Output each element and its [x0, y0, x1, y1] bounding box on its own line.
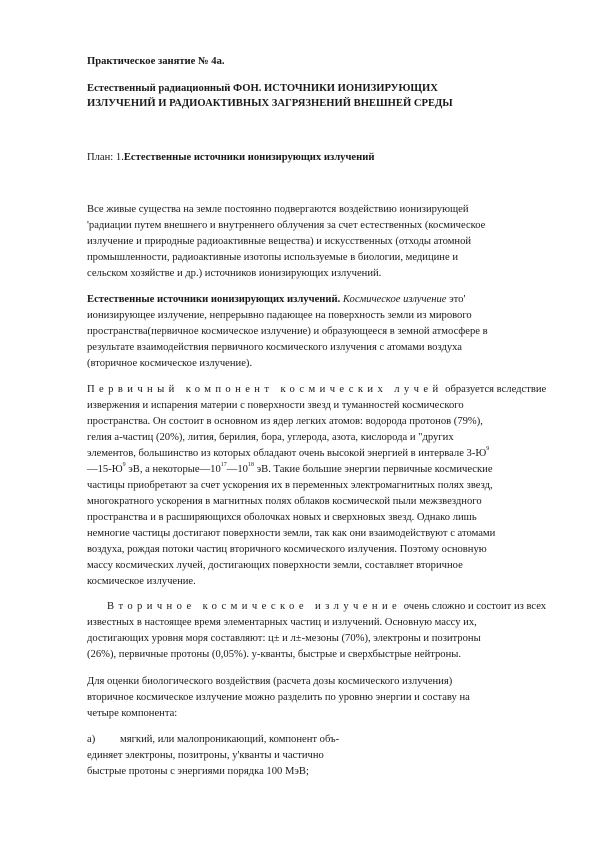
- p4-line: известных в настоящее время элементарных частиц и излучений. Основную массу их,: [87, 617, 477, 628]
- p3-energy-text: эВ, а некоторые—10: [125, 464, 221, 475]
- list-item-continuation: единяет электроны, позитроны, у'кванты и частично: [87, 750, 324, 761]
- list-item: [0, 733, 596, 747]
- p2-line: ионизирующее излучение, непрерывно падающее на поверхность земли из мирового: [87, 310, 472, 321]
- p1-line: излучение и природные радиоактивные вещества) и искусственных (отходы атомной: [87, 236, 472, 247]
- plan-line: [87, 151, 374, 165]
- list-item-continuation: быстрые протоны с энергиями порядка 100 МэВ;: [87, 766, 309, 777]
- p3-line: немногие частицы достигают поверхности земли, так как они взаимодействуют с атомами: [87, 528, 496, 539]
- list-item-label: а): [87, 734, 96, 745]
- p4-line: (26%), первичные протоны (0,05%). у-кванты, быстрые и сверхбыстрые нейтроны.: [87, 649, 462, 660]
- exponent: 17: [220, 462, 227, 469]
- p3-spaced-term: Первичный компонент космических лучей: [87, 384, 443, 395]
- p2-first-line: [87, 293, 465, 307]
- p5-line: Для оценки биологического воздействия (расчета дозы космического излучения): [87, 676, 453, 687]
- p3-energy-text: эВ. Такие большие энергии первичные космические: [253, 464, 493, 475]
- p3-line: пространства. Он состоит в основном из ядер легких атомов: водорода протонов (79%),: [87, 416, 483, 427]
- p4-first-line: [107, 600, 546, 614]
- p4-line: достигающих уровня моря составляют: ц± и л±-мезоны (70%), электроны и позитроны: [87, 633, 481, 644]
- p5-line: вторичное космическое излучение можно разделить по уровню энергии и составу на: [87, 692, 470, 703]
- p3-line: извержения и испарения материи с поверхности звезд и туманностей космического: [87, 400, 464, 411]
- p2-line: (вторичное космическое излучение).: [87, 358, 253, 369]
- p3-first-line: [87, 383, 546, 397]
- p3-line: массу космических лучей, достигающих поверхности земли, составляет вторичное: [87, 560, 463, 571]
- p3-line: многократного ускорения в магнитных полях облаков космической пыли межзвездного: [87, 496, 482, 507]
- p3-energy-text: —15-Ю: [87, 464, 123, 475]
- p4-spaced-term: Вторичное космическое излучение: [107, 601, 402, 612]
- p2-line: результате взаимодействия первичного космического излучения с атомами воздуха: [87, 342, 462, 353]
- p1-line: сельском хозяйстве и др.) источников ионизирующих излучений.: [87, 268, 382, 279]
- p3-line: частицы приобретают за счет ускорения их в переменных электромагнитных полях звезд,: [87, 480, 493, 491]
- document-subtitle-line-1: Естественный радиационный ФОН. ИСТОЧНИКИ ИОНИЗИРУЮЩИХ: [87, 83, 438, 94]
- plan-prefix: План: 1.: [87, 152, 124, 163]
- document-subtitle-line-2: ИЗЛУЧЕНИЙ И РАДИОАКТИВНЫХ ЗАГРЯЗНЕНИЙ ВНЕШНЕЙ СРЕДЫ: [87, 98, 453, 109]
- p3-first-rest: образуется вследствие: [442, 384, 547, 395]
- p3-energy-text: —10: [226, 464, 248, 475]
- p2-bold-heading: Естественные источники ионизирующих излучений.: [87, 294, 341, 305]
- plan-item: Естественные источники ионизирующих излучений: [123, 152, 375, 163]
- p3-energy-line: [87, 463, 493, 477]
- exponent: 18: [247, 462, 254, 469]
- document-title: Практическое занятие № 4а.: [87, 56, 225, 67]
- exponent: 9: [122, 462, 126, 469]
- p2-line: пространства(первичное космическое излучение) и образующееся в земной атмосфере в: [87, 326, 488, 337]
- p1-line: промышленности, радиоактивные изотопы используемые в биологии, медицине и: [87, 252, 458, 263]
- p3-line: воздуха, рождая потоки частиц вторичного космического излучения. Поэтому основную: [87, 544, 487, 555]
- p2-italic-term: Космическое излучение: [342, 294, 447, 305]
- p3-line-text: элементов, большинство из которых обладают очень высокой энергией в интервале 3-Ю: [87, 448, 487, 459]
- p2-first-rest: это': [446, 294, 466, 305]
- exponent: 9: [486, 446, 490, 453]
- p4-first-rest: очень сложно и состоит из всех: [401, 601, 547, 612]
- p5-line: четыре компонента:: [87, 708, 178, 719]
- p1-line: Все живые существа на земле постоянно подвергаются воздействию ионизирующей: [87, 204, 469, 215]
- p3-line: пространства и в расширяющихся оболочках новых и сверхновых звезд. Однако лишь: [87, 512, 477, 523]
- p3-line: гелия а-частиц (20%), лития, берилия, бора, углерода, азота, кислорода и "других: [87, 432, 454, 443]
- p1-line: 'радиации путем внешнего и внутреннего облучения за счет естественных (космическое: [87, 220, 486, 231]
- p3-line-with-exponent: [87, 447, 489, 461]
- p3-line: космическое излучение.: [87, 576, 196, 587]
- list-item-text: мягкий, или малопроникающий, компонент объ-: [120, 734, 340, 745]
